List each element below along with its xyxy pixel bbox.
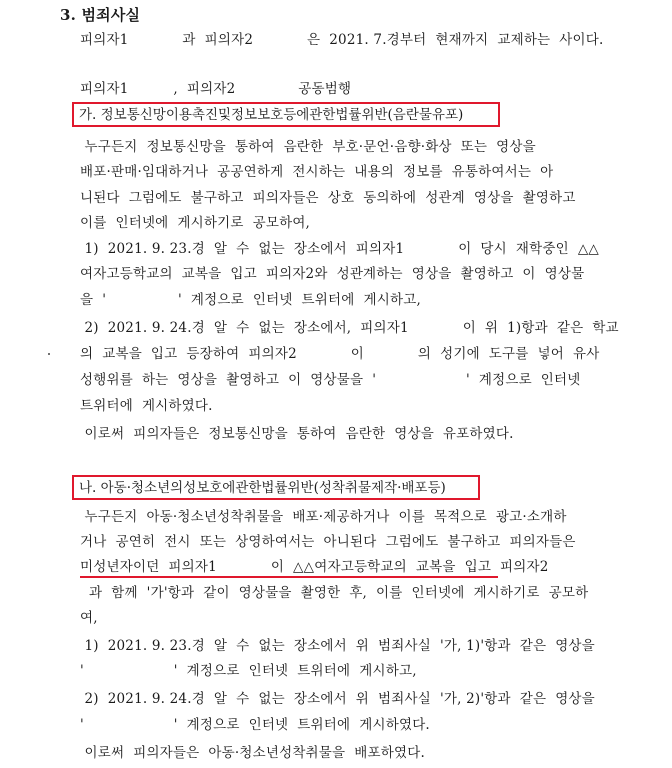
section-ga-line: 성행위를 하는 영상을 촬영하고 이 영상물을 ' ' 계정으로 인터넷 — [80, 372, 581, 388]
section-ga-line: 의 교복을 입고 등장하여 피의자2 이 의 성기에 도구를 넣어 유사 — [80, 346, 600, 362]
section-ga-line: 니된다 그럼에도 불구하고 피의자들은 상호 동의하에 성관계 영상을 촬영하고 — [80, 190, 576, 206]
section-na-line: 미성년자이던 피의자1 이 △△여자고등학교의 교복을 입고 피의자2 — [80, 559, 549, 575]
section-na-line: ' ' 계정으로 인터넷 트위터에 게시하고, — [80, 663, 417, 679]
section-ga-line: 이를 인터넷에 게시하기로 공모하여, — [80, 215, 311, 231]
section-na-line: 과 함께 '가'항과 같이 영상물을 촬영한 후, 이를 인터넷에 게시하기로 공모하 — [80, 585, 589, 601]
section-na-line: 이로써 피의자들은 아동·청소년성착취물을 배포하였다. — [80, 745, 425, 761]
section-na-line: 1) 2021. 9. 23.경 알 수 없는 장소에서 위 범죄사실 '가, 1)'항과 같은 영상을 — [80, 638, 595, 654]
section-na-line: 거나 공연히 전시 또는 상영하여서는 아니된다 그럼에도 불구하고 피의자들은 — [80, 534, 576, 550]
section-ga-line: 여자고등학교의 교복을 입고 피의자2와 성관계하는 영상을 촬영하고 이 영상물 — [80, 266, 585, 282]
section-ga-title-box — [72, 102, 500, 127]
section-na-line: 여, — [80, 610, 98, 626]
section-ga-line: 누구든지 정보통신망을 통하여 음란한 부호·문언·음향·화상 또는 영상을 — [80, 139, 536, 155]
scan-speck — [48, 353, 50, 355]
section-na-line: ' ' 계정으로 인터넷 트위터에 게시하였다. — [80, 717, 430, 733]
section-ga-line: 트위터에 게시하였다. — [80, 398, 213, 414]
joint-offense-line: 피의자1 , 피의자2 공동범행 — [80, 81, 352, 97]
section-na-title-box — [72, 475, 480, 500]
section-heading: 3. 범죄사실 — [60, 6, 141, 24]
section-ga-line: 이로써 피의자들은 정보통신망을 통하여 음란한 영상을 유포하였다. — [80, 426, 514, 442]
intro-line: 피의자1 과 피의자2 은 2021. 7.경부터 현재까지 교제하는 사이다. — [80, 32, 604, 48]
section-ga-title: 가. 정보통신망이용촉진및정보보호등에관한법률위반(음란물유포) — [79, 107, 464, 123]
highlight-underline — [80, 576, 498, 578]
section-ga-line: 2) 2021. 9. 24.경 알 수 없는 장소에서, 피의자1 이 위 1)항과 같은 학교 — [80, 320, 619, 336]
section-na-line: 누구든지 아동·청소년성착취물을 배포·제공하거나 이를 목적으로 광고·소개하 — [80, 509, 567, 525]
section-ga-line: 1) 2021. 9. 23.경 알 수 없는 장소에서 피의자1 이 당시 재학중인 △△ — [80, 241, 599, 257]
section-na-title: 나. 아동·청소년의성보호에관한법률위반(성착취물제작·배포등) — [79, 480, 446, 496]
section-ga-line: 배포·판매·임대하거나 공공연하게 전시하는 내용의 정보를 유통하여서는 아 — [80, 164, 554, 180]
section-ga-line: 을 ' ' 계정으로 인터넷 트위터에 게시하고, — [80, 292, 421, 308]
section-na-line: 2) 2021. 9. 24.경 알 수 없는 장소에서 위 범죄사실 '가, 2)'항과 같은 영상을 — [80, 691, 595, 707]
